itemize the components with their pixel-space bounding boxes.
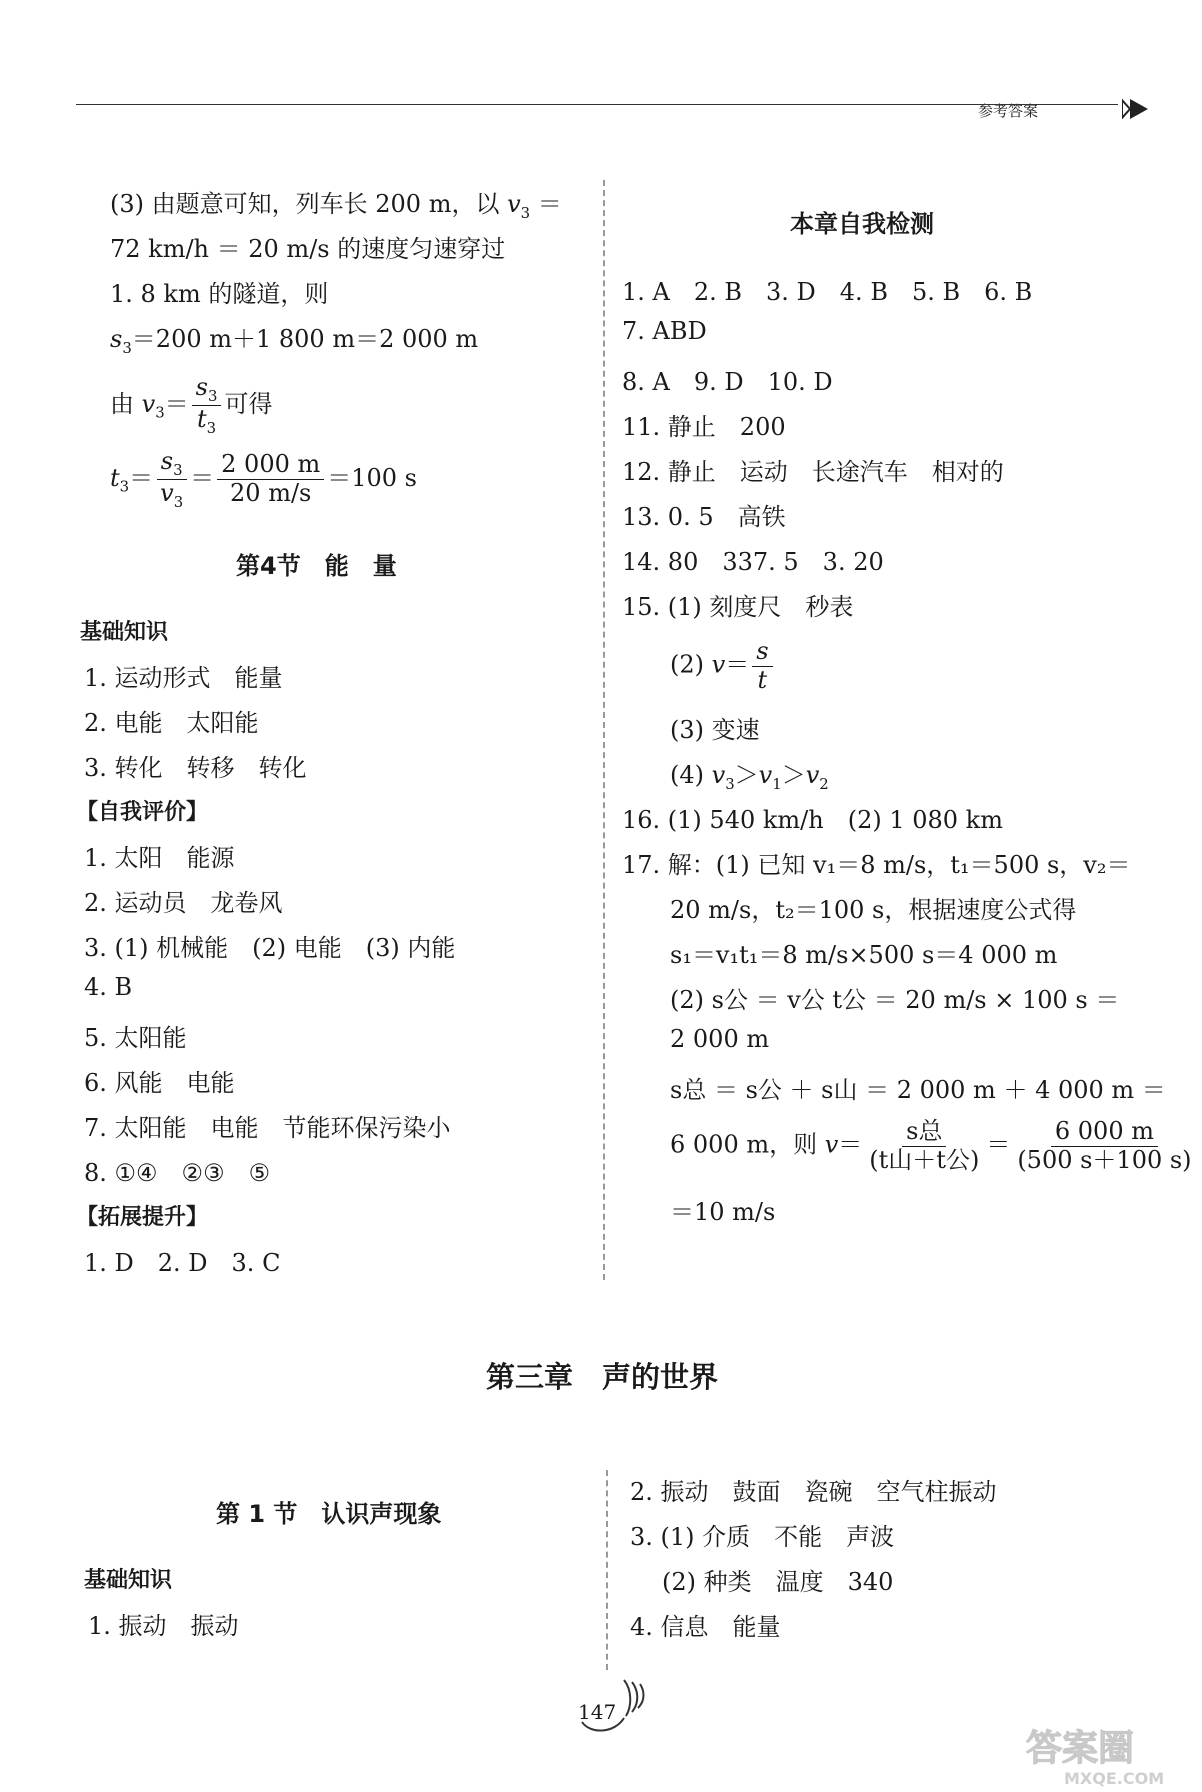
svg-text:MXQE.COM: MXQE.COM	[1064, 1769, 1165, 1788]
answer-line: 1. 振动 振动	[88, 1612, 239, 1640]
answer-line: 7. 太阳能 电能 节能环保污染小	[84, 1114, 451, 1142]
equation: 2 000 m	[670, 1025, 770, 1053]
equation: (2) v＝ $\frac{s}{t}$	[670, 638, 776, 694]
answer-line: 1. D 2. D 3. C	[84, 1249, 281, 1277]
answer-line: 3. 转化 转移 转化	[84, 754, 307, 782]
answer-line: 11. 静止 200	[622, 413, 786, 441]
subheading: 【拓展提升】	[76, 1205, 209, 1230]
answer-line: 8. ①④ ②③ ⑤	[84, 1159, 271, 1187]
answer-line: 6. 风能 电能	[84, 1069, 235, 1097]
answer-line: 2. 振动 鼓面 瓷碗 空气柱振动	[630, 1478, 997, 1506]
equation: s₁＝v₁t₁＝8 m/s×500 s＝4 000 m	[670, 941, 1058, 969]
chapter-title: 第三章 声的世界	[486, 1360, 719, 1394]
answer-line: 5. 太阳能	[84, 1024, 187, 1052]
fraction: $\frac{s}{t}$	[752, 638, 772, 694]
answer-line: 3. (1) 机械能 (2) 电能 (3) 内能	[84, 934, 456, 962]
answer-line: (3) 变速	[670, 716, 760, 744]
answer-line: 1. 太阳 能源	[84, 844, 235, 872]
fraction: $\frac{2 000 m}{20 m/s}$	[217, 451, 324, 507]
header-rule	[76, 104, 1118, 105]
section-title: 本章自我检测	[790, 210, 934, 238]
fraction: $\frac{s_3}{t_3}$	[192, 374, 222, 437]
fraction: $\frac{\text{s总}}{\text{(t山＋t公)}}$	[869, 1117, 980, 1174]
answer-line: 2. 运动员 龙卷风	[84, 889, 283, 917]
equation: 由 $v_3=$ $\frac{s_3}{t_3}$ 可得	[110, 373, 273, 437]
text-line: 72 km/h ＝ 20 m/s 的速度匀速穿过	[110, 235, 506, 263]
subheading: 基础知识	[84, 1568, 173, 1593]
column-divider-bottom	[606, 1470, 608, 1670]
answer-line: 12. 静止 运动 长途汽车 相对的	[622, 458, 1004, 486]
text-line: 1. 8 km 的隧道，则	[110, 280, 329, 308]
column-divider-top	[603, 180, 605, 1280]
svg-text:答案圈: 答案圈	[1026, 1728, 1135, 1769]
subheading: 【自我评价】	[76, 800, 209, 825]
answer-line: 4. 信息 能量	[630, 1613, 781, 1641]
answer-line: 1. 运动形式 能量	[84, 664, 283, 692]
answer-line: 8. A 9. D 10. D	[622, 368, 833, 396]
answer-line: 1. A 2. B 3. D 4. B 5. B 6. B	[622, 278, 1033, 306]
answer-line: 20 m/s，t₂＝100 s，根据速度公式得	[670, 896, 1077, 924]
equation: ＝10 m/s	[670, 1198, 776, 1226]
answer-line: (4) $v_3>v_1>v_2$	[670, 761, 829, 793]
play-arrow-icon	[1122, 98, 1148, 120]
equation: $s_3=200$ m＋1 800 m＝2 000 m	[110, 325, 479, 357]
section-title: 第 1 节 认识声现象	[216, 1500, 442, 1528]
header-label: 参考答案	[978, 102, 1039, 120]
answer-line: 16. (1) 540 km/h (2) 1 080 km	[622, 806, 1003, 834]
text-line: (3) 由题意可知，列车长 200 m，以 $v_3$ ＝	[110, 190, 562, 222]
answer-line: 17. 解：(1) 已知 v₁＝8 m/s，t₁＝500 s，v₂＝	[622, 851, 1131, 879]
equation: $t_3=$ $\frac{s_3}{v_3}$ ＝ $\frac{2 000 m}{20 m/s}$ ＝100 s	[110, 447, 418, 511]
watermark-logo	[1020, 1722, 1190, 1788]
answer-line: 15. (1) 刻度尺 秒表	[622, 593, 854, 621]
equation: (2) s公 ＝ v公 t公 ＝ 20 m/s × 100 s ＝	[670, 986, 1120, 1014]
equation: 6 000 m，则 v＝ $\frac{\text{s总}}{\text{(t山＋t公)}}$ ＝ $\frac{6 000 m}{(500 s+100 s)}$	[670, 1118, 1199, 1174]
answer-line: 13. 0. 5 高铁	[622, 503, 786, 531]
equation: s总 ＝ s公 ＋ s山 ＝ 2 000 m ＋ 4 000 m ＝	[670, 1076, 1166, 1104]
page-number: 147	[578, 1700, 617, 1724]
answer-line: 14. 80 337. 5 3. 20	[622, 548, 884, 576]
answer-line: 7. ABD	[622, 317, 707, 345]
fraction: $\frac{s_3}{v_3}$	[156, 448, 187, 511]
fraction: $\frac{6 000 m}{(500 s+100 s)}$	[1017, 1117, 1192, 1174]
answer-line: 3. (1) 介质 不能 声波	[630, 1523, 895, 1551]
section-title: 第4节 能 量	[236, 552, 397, 580]
answer-line: (2) 种类 温度 340	[662, 1568, 894, 1596]
answer-line: 4. B	[84, 973, 133, 1001]
answer-line: 2. 电能 太阳能	[84, 709, 259, 737]
subheading: 基础知识	[80, 620, 169, 645]
